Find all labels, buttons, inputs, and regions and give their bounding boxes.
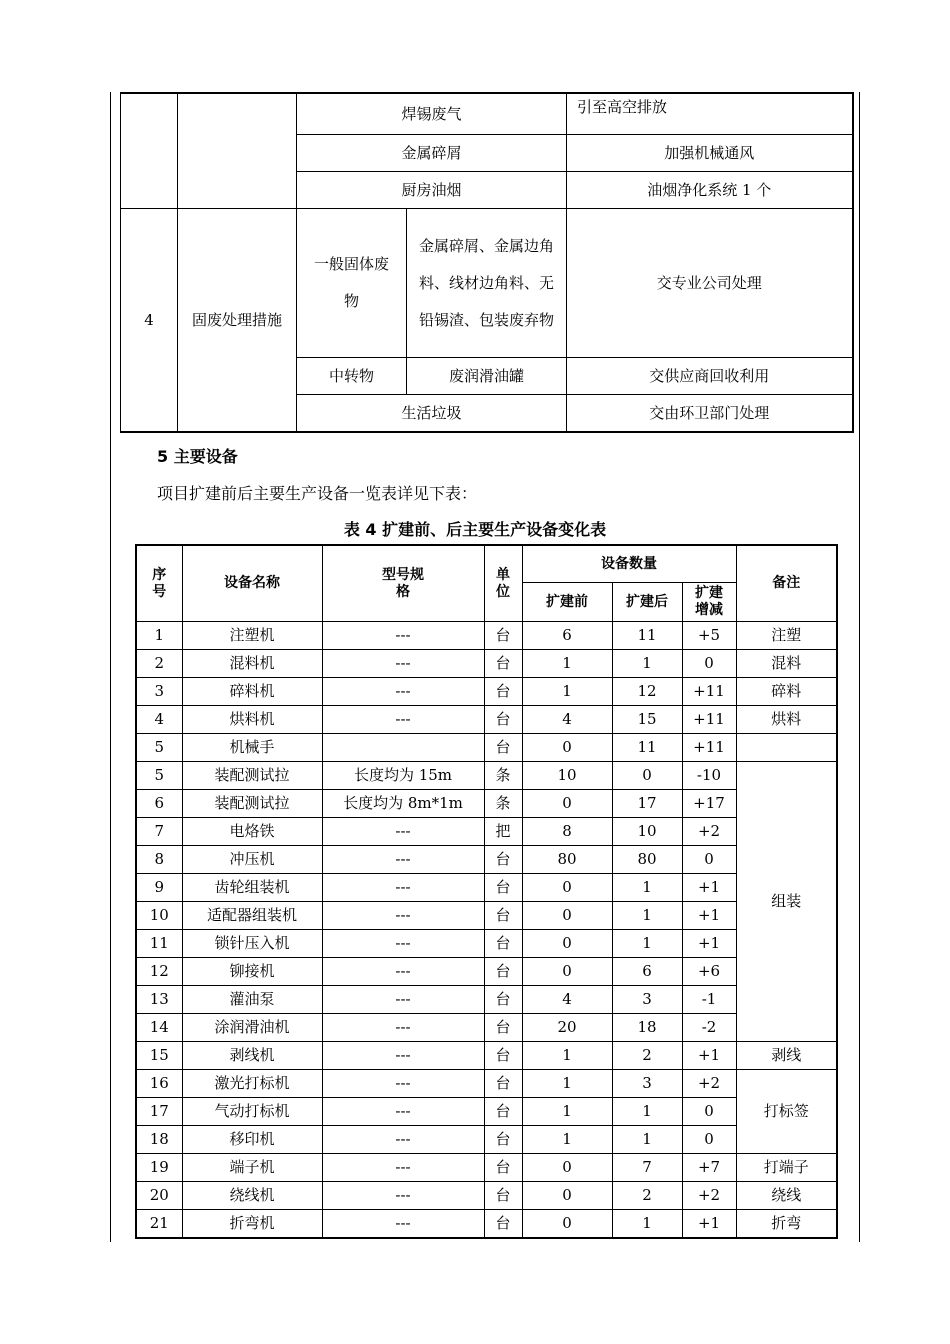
table-row <box>136 790 837 818</box>
equipment-name: 烘料机 <box>182 706 322 734</box>
table-row <box>136 1014 837 1042</box>
equipment-name: 激光打标机 <box>182 1070 322 1098</box>
row-number: 8 <box>136 846 182 874</box>
qty-after: 1 <box>612 902 682 930</box>
qty-after: 3 <box>612 1070 682 1098</box>
qty-before: 0 <box>522 902 612 930</box>
row-number: 7 <box>136 818 182 846</box>
unit-cell: 台 <box>484 650 522 678</box>
qty-change: -2 <box>682 1014 736 1042</box>
qty-before: 1 <box>522 1098 612 1126</box>
qty-change: 0 <box>682 1098 736 1126</box>
row-number: 3 <box>136 678 182 706</box>
equipment-name: 冲压机 <box>182 846 322 874</box>
pollutant-cell: 金属碎屑 <box>297 135 567 172</box>
equipment-name: 绕线机 <box>182 1182 322 1210</box>
note-cell: 打端子 <box>736 1154 837 1182</box>
row-number: 4 <box>121 209 178 433</box>
qty-before: 1 <box>522 650 612 678</box>
qty-before: 0 <box>522 734 612 762</box>
table-row <box>136 1098 837 1126</box>
table-row <box>121 93 853 135</box>
unit-cell: 台 <box>484 986 522 1014</box>
qty-after: 2 <box>612 1042 682 1070</box>
equipment-model: --- <box>322 1210 484 1239</box>
equipment-name: 电烙铁 <box>182 818 322 846</box>
unit-cell: 台 <box>484 1014 522 1042</box>
qty-change: +11 <box>682 706 736 734</box>
table-row <box>136 846 837 874</box>
row-number: 14 <box>136 1014 182 1042</box>
note-cell: 绕线 <box>736 1182 837 1210</box>
equipment-model: --- <box>322 706 484 734</box>
unit-cell: 台 <box>484 1182 522 1210</box>
qty-before: 0 <box>522 790 612 818</box>
qty-after: 1 <box>612 1098 682 1126</box>
header-unit: 单位 <box>484 545 522 622</box>
unit-cell: 台 <box>484 1154 522 1182</box>
table-row <box>136 678 837 706</box>
note-cell: 烘料 <box>736 706 837 734</box>
header-note: 备注 <box>736 545 837 622</box>
waste-items: 生活垃圾 <box>297 395 567 433</box>
pollutant-cell: 厨房油烟 <box>297 172 567 209</box>
measure-category: 固废处理措施 <box>178 209 297 433</box>
equipment-model <box>322 734 484 762</box>
qty-after: 1 <box>612 874 682 902</box>
table-row <box>136 958 837 986</box>
qty-before: 1 <box>522 678 612 706</box>
row-number: 17 <box>136 1098 182 1126</box>
qty-change: -10 <box>682 762 736 790</box>
table-row <box>136 818 837 846</box>
qty-before: 20 <box>522 1014 612 1042</box>
qty-before: 4 <box>522 706 612 734</box>
qty-before: 1 <box>522 1042 612 1070</box>
equipment-name: 剥线机 <box>182 1042 322 1070</box>
note-cell: 组装 <box>736 762 837 1042</box>
table-row <box>136 622 837 650</box>
note-cell <box>736 734 837 762</box>
empty-cell <box>178 93 297 209</box>
qty-after: 7 <box>612 1154 682 1182</box>
qty-after: 1 <box>612 650 682 678</box>
equipment-model: --- <box>322 622 484 650</box>
note-cell: 打标签 <box>736 1070 837 1154</box>
qty-before: 0 <box>522 958 612 986</box>
note-cell: 注塑 <box>736 622 837 650</box>
unit-cell: 台 <box>484 958 522 986</box>
qty-before: 0 <box>522 930 612 958</box>
pollutant-cell: 焊锡废气 <box>297 93 567 135</box>
row-number: 15 <box>136 1042 182 1070</box>
equipment-name: 注塑机 <box>182 622 322 650</box>
header-name: 设备名称 <box>182 545 322 622</box>
qty-change: 0 <box>682 846 736 874</box>
row-number: 9 <box>136 874 182 902</box>
table-row <box>136 734 837 762</box>
equipment-name: 混料机 <box>182 650 322 678</box>
qty-before: 0 <box>522 874 612 902</box>
row-number: 21 <box>136 1210 182 1239</box>
measure-cell: 交由环卫部门处理 <box>567 395 853 433</box>
equipment-name: 适配器组装机 <box>182 902 322 930</box>
equipment-name: 气动打标机 <box>182 1098 322 1126</box>
measure-cell: 交供应商回收利用 <box>567 358 853 395</box>
qty-before: 10 <box>522 762 612 790</box>
equipment-model: --- <box>322 874 484 902</box>
row-number: 20 <box>136 1182 182 1210</box>
qty-before: 0 <box>522 1154 612 1182</box>
row-number: 5 <box>136 734 182 762</box>
measure-cell: 引至高空排放 <box>567 93 853 135</box>
qty-change: +17 <box>682 790 736 818</box>
equipment-model: --- <box>322 1070 484 1098</box>
qty-after: 0 <box>612 762 682 790</box>
qty-change: +5 <box>682 622 736 650</box>
note-cell: 折弯 <box>736 1210 837 1239</box>
row-number: 4 <box>136 706 182 734</box>
table-caption: 表 4 扩建前、后主要生产设备变化表 <box>343 520 607 539</box>
unit-cell: 台 <box>484 902 522 930</box>
table-row <box>136 930 837 958</box>
unit-cell: 台 <box>484 1070 522 1098</box>
equipment-name: 移印机 <box>182 1126 322 1154</box>
table-row <box>136 706 837 734</box>
table-row <box>136 874 837 902</box>
header-after: 扩建后 <box>612 583 682 622</box>
header-qty: 设备数量 <box>522 545 736 583</box>
table-row <box>136 1154 837 1182</box>
equipment-name: 铆接机 <box>182 958 322 986</box>
equipment-name: 碎料机 <box>182 678 322 706</box>
equipment-name: 装配测试拉 <box>182 762 322 790</box>
unit-cell: 台 <box>484 846 522 874</box>
qty-change: +1 <box>682 874 736 902</box>
unit-cell: 台 <box>484 874 522 902</box>
equipment-model: 长度均为 15m <box>322 762 484 790</box>
table-row <box>136 1042 837 1070</box>
header-model: 型号规格 <box>322 545 484 622</box>
qty-change: 0 <box>682 650 736 678</box>
qty-change: +1 <box>682 1210 736 1239</box>
empty-cell <box>121 93 178 209</box>
row-number: 1 <box>136 622 182 650</box>
waste-items: 金属碎屑、金属边角料、线材边角料、无铅锡渣、包装废弃物 <box>407 209 567 358</box>
equipment-table-body <box>136 622 837 1239</box>
qty-change: -1 <box>682 986 736 1014</box>
qty-after: 1 <box>612 930 682 958</box>
qty-change: +1 <box>682 930 736 958</box>
equipment-model: --- <box>322 930 484 958</box>
equipment-model: --- <box>322 678 484 706</box>
table-row <box>136 902 837 930</box>
table-row <box>136 1210 837 1239</box>
qty-after: 15 <box>612 706 682 734</box>
unit-cell: 台 <box>484 706 522 734</box>
header-row <box>136 545 837 583</box>
equipment-model: --- <box>322 1182 484 1210</box>
header-change: 扩建增减 <box>682 583 736 622</box>
qty-after: 6 <box>612 958 682 986</box>
equipment-model: --- <box>322 958 484 986</box>
table-row <box>136 1182 837 1210</box>
qty-after: 80 <box>612 846 682 874</box>
section-heading: 5 主要设备 <box>157 447 238 466</box>
qty-after: 1 <box>612 1126 682 1154</box>
note-cell: 碎料 <box>736 678 837 706</box>
qty-after: 17 <box>612 790 682 818</box>
header-before: 扩建前 <box>522 583 612 622</box>
equipment-model: 长度均为 8m*1m <box>322 790 484 818</box>
qty-change: +1 <box>682 902 736 930</box>
unit-cell: 台 <box>484 1126 522 1154</box>
qty-after: 10 <box>612 818 682 846</box>
equipment-name: 机械手 <box>182 734 322 762</box>
qty-change: 0 <box>682 1126 736 1154</box>
unit-cell: 台 <box>484 1210 522 1239</box>
equipment-name: 折弯机 <box>182 1210 322 1239</box>
equipment-model: --- <box>322 902 484 930</box>
equipment-model: --- <box>322 1126 484 1154</box>
equipment-table <box>135 544 838 1239</box>
measure-cell: 油烟净化系统 1 个 <box>567 172 853 209</box>
row-number: 12 <box>136 958 182 986</box>
equipment-name: 端子机 <box>182 1154 322 1182</box>
qty-after: 1 <box>612 1210 682 1239</box>
equipment-name: 装配测试拉 <box>182 790 322 818</box>
equipment-model: --- <box>322 846 484 874</box>
table-row <box>121 209 853 358</box>
table-row <box>136 762 837 790</box>
qty-after: 2 <box>612 1182 682 1210</box>
qty-change: +1 <box>682 1042 736 1070</box>
qty-change: +11 <box>682 678 736 706</box>
qty-after: 12 <box>612 678 682 706</box>
section-text: 项目扩建前后主要生产设备一览表详见下表： <box>157 484 478 503</box>
measures-table <box>120 92 854 433</box>
qty-change: +6 <box>682 958 736 986</box>
qty-change: +7 <box>682 1154 736 1182</box>
header-no: 序号 <box>136 545 182 622</box>
equipment-model: --- <box>322 1154 484 1182</box>
qty-after: 18 <box>612 1014 682 1042</box>
row-number: 16 <box>136 1070 182 1098</box>
equipment-model: --- <box>322 1098 484 1126</box>
qty-before: 1 <box>522 1070 612 1098</box>
qty-after: 3 <box>612 986 682 1014</box>
unit-cell: 把 <box>484 818 522 846</box>
equipment-model: --- <box>322 818 484 846</box>
waste-items: 废润滑油罐 <box>407 358 567 395</box>
row-number: 10 <box>136 902 182 930</box>
qty-before: 0 <box>522 1210 612 1239</box>
row-number: 2 <box>136 650 182 678</box>
equipment-model: --- <box>322 1042 484 1070</box>
qty-before: 8 <box>522 818 612 846</box>
row-number: 13 <box>136 986 182 1014</box>
table-row <box>136 1070 837 1098</box>
row-number: 18 <box>136 1126 182 1154</box>
unit-cell: 台 <box>484 678 522 706</box>
row-number: 6 <box>136 790 182 818</box>
qty-before: 0 <box>522 1182 612 1210</box>
qty-before: 1 <box>522 1126 612 1154</box>
unit-cell: 台 <box>484 1098 522 1126</box>
unit-cell: 台 <box>484 622 522 650</box>
equipment-name: 灌油泵 <box>182 986 322 1014</box>
equipment-name: 锁针压入机 <box>182 930 322 958</box>
qty-after: 11 <box>612 734 682 762</box>
note-cell: 剥线 <box>736 1042 837 1070</box>
row-number: 11 <box>136 930 182 958</box>
qty-before: 80 <box>522 846 612 874</box>
row-number: 19 <box>136 1154 182 1182</box>
unit-cell: 台 <box>484 930 522 958</box>
row-number: 5 <box>136 762 182 790</box>
equipment-name: 涂润滑油机 <box>182 1014 322 1042</box>
unit-cell: 台 <box>484 1042 522 1070</box>
measure-cell: 加强机械通风 <box>567 135 853 172</box>
qty-change: +2 <box>682 818 736 846</box>
equipment-model: --- <box>322 986 484 1014</box>
equipment-model: --- <box>322 1014 484 1042</box>
qty-change: +2 <box>682 1182 736 1210</box>
note-cell: 混料 <box>736 650 837 678</box>
equipment-model: --- <box>322 650 484 678</box>
measure-cell: 交专业公司处理 <box>567 209 853 358</box>
qty-after: 11 <box>612 622 682 650</box>
qty-before: 4 <box>522 986 612 1014</box>
table-row <box>136 986 837 1014</box>
qty-change: +2 <box>682 1070 736 1098</box>
qty-change: +11 <box>682 734 736 762</box>
waste-type: 一般固体废物 <box>297 209 407 358</box>
unit-cell: 条 <box>484 790 522 818</box>
table-row <box>136 650 837 678</box>
table-row <box>136 1126 837 1154</box>
equipment-name: 齿轮组装机 <box>182 874 322 902</box>
qty-before: 6 <box>522 622 612 650</box>
unit-cell: 台 <box>484 734 522 762</box>
waste-type: 中转物 <box>297 358 407 395</box>
unit-cell: 条 <box>484 762 522 790</box>
